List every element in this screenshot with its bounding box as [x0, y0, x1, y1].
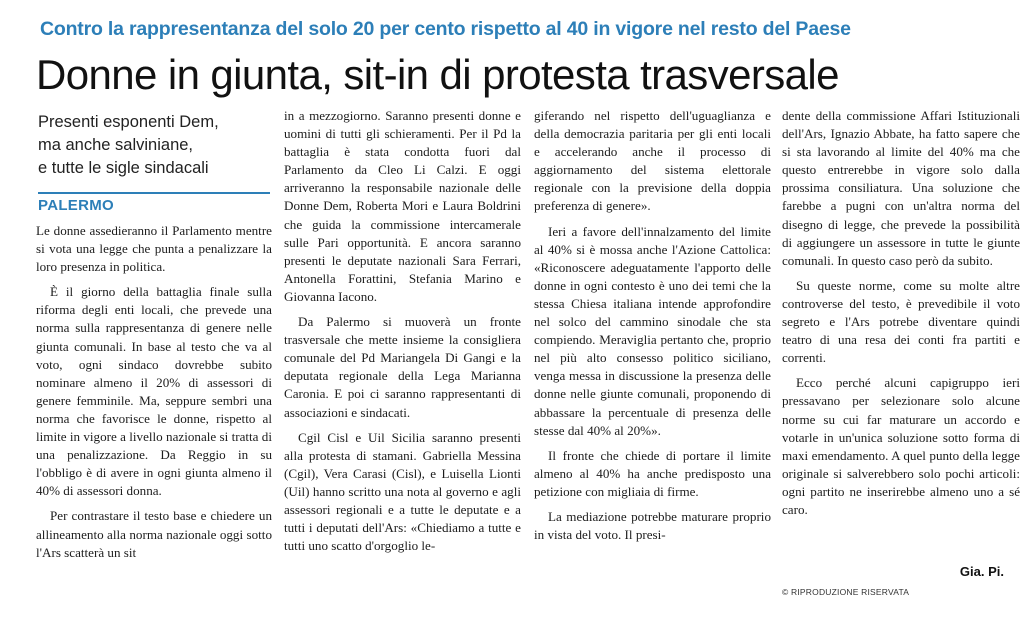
article-paragraph: Le donne assedieranno il Parlamento mentre si vota una legge che punta a penalizzare la loro presenza in politica. — [36, 223, 272, 275]
article-paragraph: Il fronte che chiede di portare il limite almeno al 40% ha anche predisposto una petizione con migliaia di firme. — [534, 447, 771, 499]
article-column-2 — [284, 107, 521, 555]
author-signature: Gia. Pi. — [959, 564, 1004, 579]
article-column-4 — [782, 107, 1020, 519]
dateline: PALERMO — [38, 197, 114, 214]
article-paragraph: dente della commissione Affari Istituzionali dell'Ars, Ignazio Abbate, ha fatto sapere che si sta lavorando al limite del 40% ma che questo entrerebbe in vigore solo dalla prossima consiliatura. Una soluzione che farebbe a pugni con un'altra norma del disegno di legge, che prevede la possibilità di aggiungere un assessore in tutte le giunte comunali. In questo caso però da subito. — [782, 108, 1020, 268]
article-paragraph: giferando nel rispetto dell'uguaglianza e della democrazia paritaria per gli enti locali e accelerando anche il processo di aggiornamento del sistema elettorale regionale con la previsione della doppia preferenza di genere». — [534, 108, 771, 214]
article-paragraph: in a mezzogiorno. Saranno presenti donne e uomini di tutti gli schieramenti. Per il Pd la battaglia è stata condotta fuori dal Parlamento da Cleo Li Calzi. E oggi arriveranno la responsabile nazionale delle Donne Dem, Roberta Mori e Laura Boldrini che guida la commissione intercamerale sulle Pari opportunità. E ancora saranno presenti le deputate nazionali Sara Ferrari, Antonella Forattini, Stefania Marino e Giovanna Iacono. — [284, 108, 521, 304]
article-paragraph: Ieri a favore dell'innalzamento del limite al 40% si è mossa anche l'Azione Cattolica: «Riconoscere adeguatamente l'apporto delle donne in ogni contesto è uno dei temi che la stessa Chiesa italiana intende approfondire nel solco del cammino sinodale che sta compiendo. Meraviglia pertanto che, proprio nel più alto consesso politico siciliano, venga messa in discussione la presenza delle donne nelle giunte comunali, proponendo di abbassare la percentuale di presenza delle stesse dal 40% al 20%». — [534, 223, 771, 438]
lead-line: Presenti esponenti Dem, — [38, 113, 219, 131]
kicker: Contro la rappresentanza del solo 20 per cento rispetto al 40 in vigore nel resto del Paese — [40, 18, 851, 40]
headline: Donne in giunta, sit-in di protesta trasversale — [36, 51, 839, 98]
copyright-notice: © RIPRODUZIONE RISERVATA — [782, 587, 910, 597]
lead-line: ma anche salviniane, — [38, 136, 194, 154]
dateline-rule — [38, 192, 270, 194]
article-column-3 — [534, 107, 771, 544]
article-paragraph: La mediazione potrebbe maturare proprio in vista del voto. Il presi- — [534, 508, 771, 543]
article-paragraph: Cgil Cisl e Uil Sicilia saranno presenti alla protesta di stamani. Gabriella Messina (Cgil), Vera Carasi (Cisl), e Luisella Lionti (Uil) hanno scritto una nota al governo e agli assessori regionali e a tutte le deputate e a tutti i deputati dell'Ars: «Chiediamo a tutte e tutti uno scatto d'orgoglio le- — [284, 429, 521, 554]
article-paragraph: Da Palermo si muoverà un fronte trasversale che mette insieme la consigliera comunale del Pd Mariangela Di Gangi e la deputata regionale della Lega Marianna Caronia. E poi ci saranno rappresentanti di associazioni e sindacati. — [284, 314, 521, 420]
article-paragraph: Per contrastare il testo base e chiedere un allineamento alla norma nazionale oggi sotto l'Ars scatterà un sit — [36, 508, 272, 560]
lead-summary — [38, 111, 278, 180]
article-paragraph: È il giorno della battaglia finale sulla riforma degli enti locali, che prevede una norma sulla rappresentanza di genere nelle giunta comunali. In base al testo che va al voto, ogni sindaco dovrebbe subito nominare almeno il 20% di assessori di genere femminile. Ma, seppure sembri una norma che favorisce le donne, rispetto al limite in vigore a livello nazionale si tratta di una penalizzazione. Da Reggio in su l'obbligo è di avere in ogni giunta almeno il 40% di assessori donna. — [36, 284, 272, 499]
lead-line: e tutte le sigle sindacali — [38, 159, 209, 177]
article-column-1 — [36, 222, 272, 562]
article-paragraph: Ecco perché alcuni capigruppo ieri pressavano per selezionare solo alcune norme su cui far maturare un accordo e votarle in un'unica soluzione sotto forma di maxi emendamento. A quel punto della legge originale si salverebbero solo pochi articoli: ogni partito ne inserirebbe almeno uno a sé caro. — [782, 375, 1020, 517]
article-paragraph: Su queste norme, come su molte altre controverse del testo, è prevedibile il voto segreto e l'Ars potrebe diventare quindi teatro di una resa dei conti fra partiti e correnti. — [782, 277, 1020, 366]
